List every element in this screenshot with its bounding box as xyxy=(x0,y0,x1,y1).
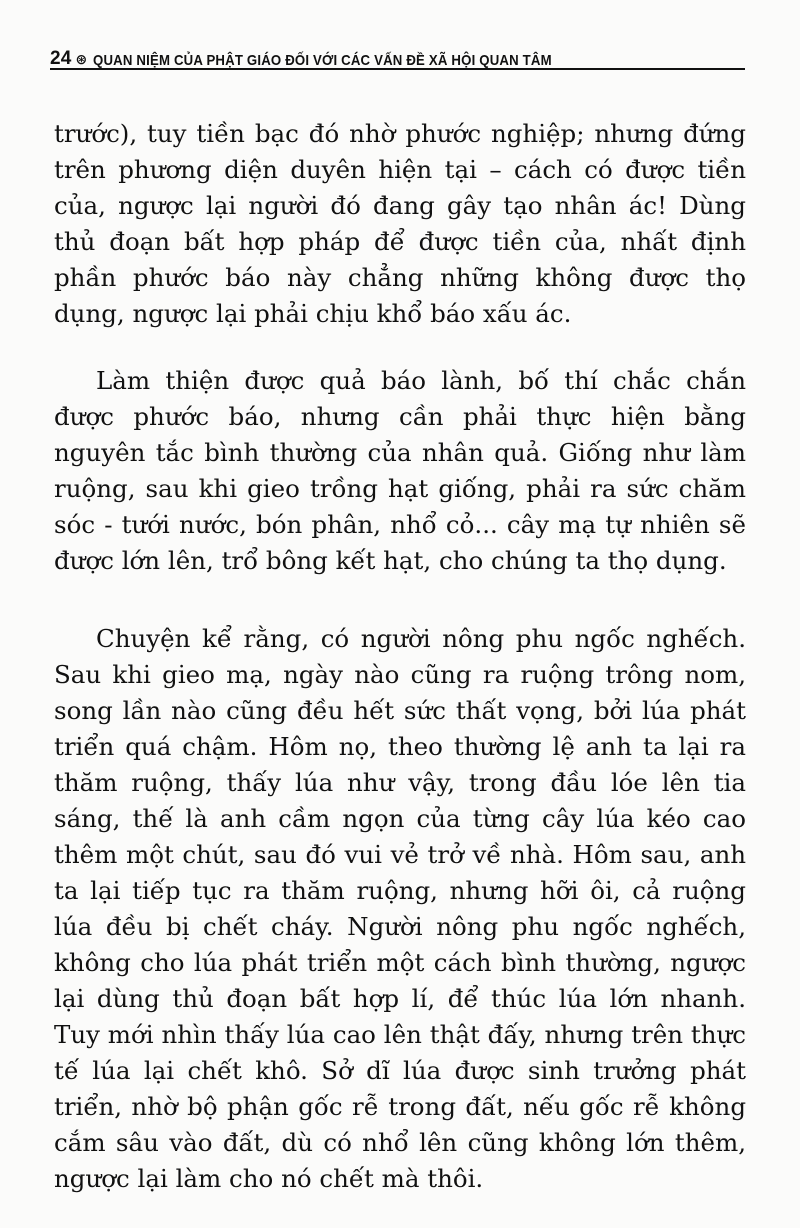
paragraph-3: Chuyện kể rằng, có người nông phu ngốc nghếch. Sau khi gieo mạ, ngày nào cũng ra ruộng trông nom, song lần nào cũng đều hết sức thất vọng, bởi lúa phát triển quá chậm. Hôm nọ, theo thường lệ anh ta lại ra thăm ruộng, thấy lúa như vậy, trong đầu lóe lên tia sáng, thế là anh cầm ngọn của từng cây lúa kéo cao thêm một chút, sau đó vui vẻ trở về nhà. Hôm sau, anh ta lại tiếp tục ra thăm ruộng, nhưng hỡi ôi, cả ruộng lúa đều bị chết cháy. Người nông phu ngốc nghếch, không cho lúa phát triển một cách bình thường, ngược lại dùng thủ đoạn bất hợp lí, để thúc lúa lớn nhanh. Tuy mới nhìn thấy lúa cao lên thật đấy, nhưng trên thực tế lúa lại chết khô. Sở dĩ lúa được sinh trưởng phát triển, nhờ bộ phận gốc rễ trong đất, nếu gốc rễ không cắm sâu vào đất, dù có nhổ lên cũng không lớn thêm, ngược lại làm cho nó chết mà thôi. xyxy=(54,624,746,1193)
body-text xyxy=(54,116,746,1197)
paragraph-1: trước), tuy tiền bạc đó nhờ phước nghiệp; nhưng đứng trên phương diện duyên hiện tại – cách có được tiền của, ngược lại người đó đang gây tạo nhân ác! Dùng thủ đoạn bất hợp pháp để được tiền của, nhất định phần phước báo này chẳng những không được thọ dụng, ngược lại phải chịu khổ báo xấu ác. xyxy=(54,119,746,328)
paragraph-2: Làm thiện được quả báo lành, bố thí chắc chắn được phước báo, nhưng cần phải thực hiện bằng nguyên tắc bình thường của nhân quả. Giống như làm ruộng, sau khi gieo trồng hạt giống, phải ra sức chăm sóc - tưới nước, bón phân, nhổ cỏ... cây mạ tự nhiên sẽ được lớn lên, trổ bông kết hạt, cho chúng ta thọ dụng. xyxy=(54,366,746,575)
page-number: 24 xyxy=(50,48,72,69)
header-rule xyxy=(50,68,745,70)
ornament-icon: ⊛ xyxy=(75,51,88,67)
running-header xyxy=(50,44,750,68)
running-title: QUAN NIỆM CỦA PHẬT GIÁO ĐỐI VỚI CÁC VẤN ĐỀ XÃ HỘI QUAN TÂM xyxy=(93,52,553,69)
